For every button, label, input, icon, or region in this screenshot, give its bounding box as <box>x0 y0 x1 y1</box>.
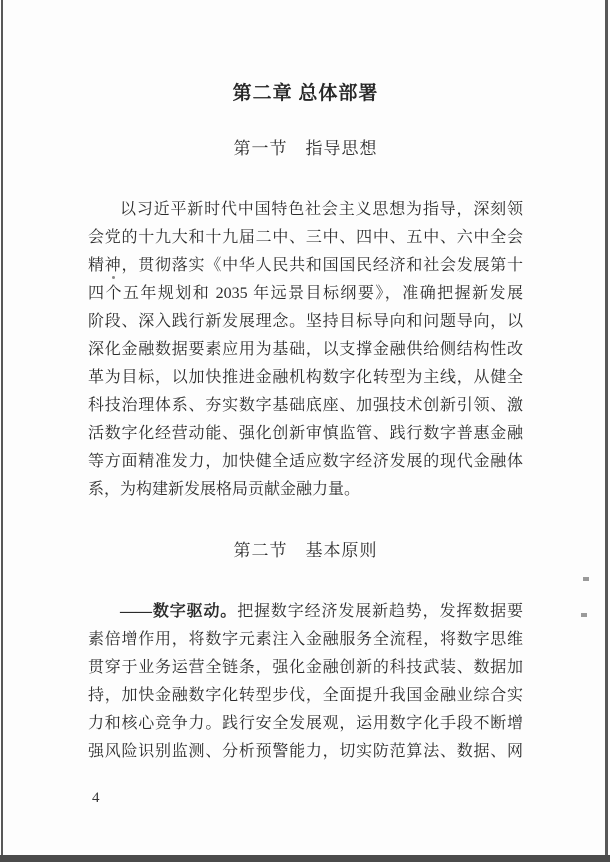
text-line: 系，为构建新发展格局贡献金融力量。 <box>88 481 361 498</box>
scan-edge-right <box>605 0 608 862</box>
text-line: 革为目标，以加快推进金融机构数字化转型为主线，从健全 <box>88 369 523 386</box>
scan-speck <box>112 276 115 279</box>
text-line: 会党的十九大和十九届二中、三中、四中、五中、六中全会 <box>88 229 523 246</box>
text-line: 精神，贯彻落实《中华人民共和国国民经济和社会发展第十 <box>88 257 523 274</box>
text-line: 强风险识别监测、分析预警能力，切实防范算法、数据、网 <box>88 743 523 760</box>
text-line: 阶段、深入践行新发展理念。坚持目标导向和问题导向，以 <box>88 313 523 330</box>
paragraph-guiding-ideology <box>88 196 523 504</box>
text-line: 以习近平新时代中国特色社会主义思想为指导，深刻领 <box>120 201 523 218</box>
text-line <box>88 598 523 626</box>
text-line: 等方面精准发力，加快健全适应数字经济发展的现代金融体 <box>88 453 523 470</box>
text-line: 科技治理体系、夯实数字基础底座、加强技术创新引领、激 <box>88 397 523 414</box>
paragraph-digital-drive <box>88 598 523 766</box>
scan-edge-bottom <box>0 855 610 862</box>
scan-speck <box>583 577 589 581</box>
text-line: 持，加快金融数字化转型步伐，全面提升我国金融业综合实 <box>88 687 523 704</box>
text-line: 素倍增作用，将数字元素注入金融服务全流程，将数字思维 <box>88 631 523 648</box>
text-line: 活数字化经营动能、强化创新审慎监管、践行数字普惠金融 <box>88 425 523 442</box>
section1-title: 第一节 指导思想 <box>233 139 378 158</box>
paragraph-lead-phrase: ——数字驱动。 <box>120 603 238 620</box>
scan-speck <box>581 613 587 617</box>
text-line-rest: 把握数字经济发展新趋势，发挥数据要 <box>237 603 523 620</box>
section2-title: 第二节 基本原则 <box>233 541 378 560</box>
page-number: 4 <box>92 790 100 806</box>
text-line: 四个五年规划和 2035 年远景目标纲要》，准确把握新发展 <box>88 285 523 302</box>
scan-edge-left <box>1 0 3 862</box>
text-line: 贯穿于业务运营全链条，强化金融创新的科技武装、数据加 <box>88 659 523 676</box>
text-line: 力和核心竞争力。践行安全发展观，运用数字化手段不断增 <box>88 715 523 732</box>
text-line: 深化金融数据要素应用为基础，以支撑金融供给侧结构性改 <box>88 341 523 358</box>
chapter-title: 第二章 总体部署 <box>232 83 379 104</box>
